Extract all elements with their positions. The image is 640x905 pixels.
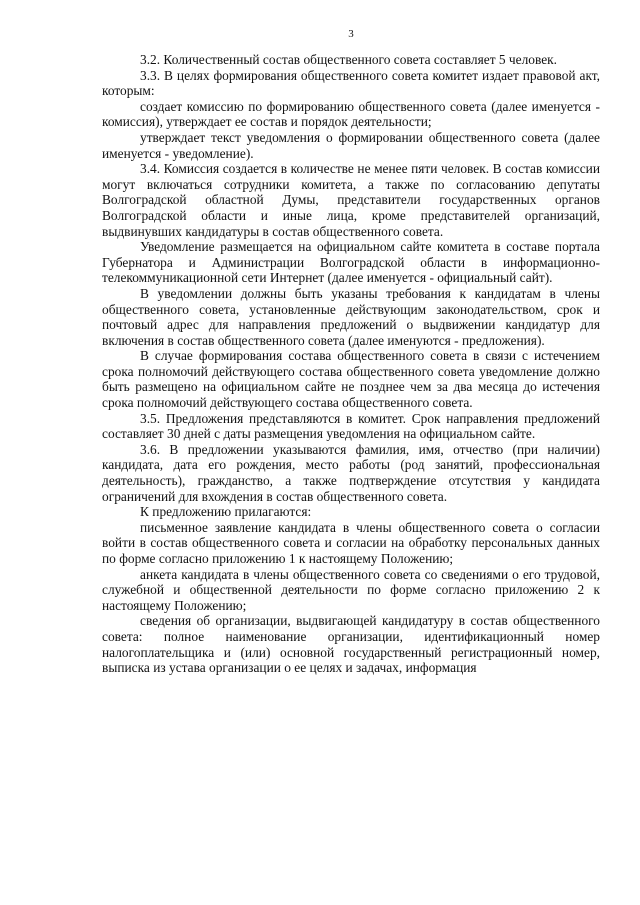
paragraph-3-6: 3.6. В предложении указываются фамилия, имя, отчество (при наличии) кандидата, дата его рождения, место работы (род занятий, профессиональная деятельность), гражданство, а также подтверждение отсутствия у кандидата ограничений для вхождения в состав общественного совета. (102, 441, 600, 504)
paragraph-3-3: 3.3. В целях формирования общественного совета комитет издает правовой акт, которым: (102, 67, 600, 99)
paragraph-commission: создает комиссию по формированию общественного совета (далее именуется - комиссия), утверждает ее состав и порядок деятельности; (102, 98, 600, 130)
paragraph-3-4: 3.4. Комиссия создается в количестве не менее пяти человек. В состав комиссии могут включаться сотрудники комитета, а также по согласованию депутаты Волгоградской областной Думы, представители государственных органов Волгоградской области и иные лица, кроме представителей организаций, выдвинувших кандидатуры в состав общественного совета. (102, 161, 600, 239)
paragraph-notice-requirements: В уведомлении должны быть указаны требования к кандидатам в члены общественного совета, установленные действующим законодательством, срок и почтовый адрес для направления предложений о выдвижении кандидатур для включения в состав общественного совета (далее именуются - предложения). (102, 285, 600, 348)
paragraph-notice-placement: Уведомление размещается на официальном сайте комитета в составе портала Губернатора и Администрации Волгоградской области в информационно-телекоммуникационной сети Интернет (далее именуется - официальный сайт). (102, 239, 600, 286)
paragraph-3-5: 3.5. Предложения представляются в комитет. Срок направления предложений составляет 30 дней с даты размещения уведомления на официальном сайте. (102, 410, 600, 442)
paragraph-3-2: 3.2. Количественный состав общественного совета составляет 5 человек. (140, 52, 558, 67)
paragraph-written-application: письменное заявление кандидата в члены общественного совета о согласии войти в состав общественного совета и согласии на обработку персональных данных по форме согласно приложению 1 к настоящему Положению; (102, 519, 600, 566)
page-number: 3 (348, 28, 354, 40)
paragraph-candidate-form: анкета кандидата в члены общественного совета со сведениями о его трудовой, служебной и общественной деятельности по форме согласно приложению 2 к настоящему Положению; (102, 566, 600, 613)
paragraph-notice-text: утверждает текст уведомления о формировании общественного совета (далее именуется - уведомление). (102, 129, 600, 161)
paragraph-term-expiry: В случае формирования состава общественного совета в связи с истечением срока полномочий действующего состава общественного совета уведомление должно быть размещено на официальном сайте не позднее чем за два месяца до истечения срока полномочий действующего состава общественного совета. (102, 348, 600, 411)
paragraph-attachments-intro: К предложению прилагаются: (140, 504, 312, 520)
document-body (102, 52, 600, 676)
paragraph-organization-info: сведения об организации, выдвигающей кандидатуру в состав общественного совета: полное наименование организации, идентификационный номер налогоплательщика и (или) основной государственный регистрационный номер, выписка из устава организации о ее целях и задачах, информация (102, 613, 600, 676)
